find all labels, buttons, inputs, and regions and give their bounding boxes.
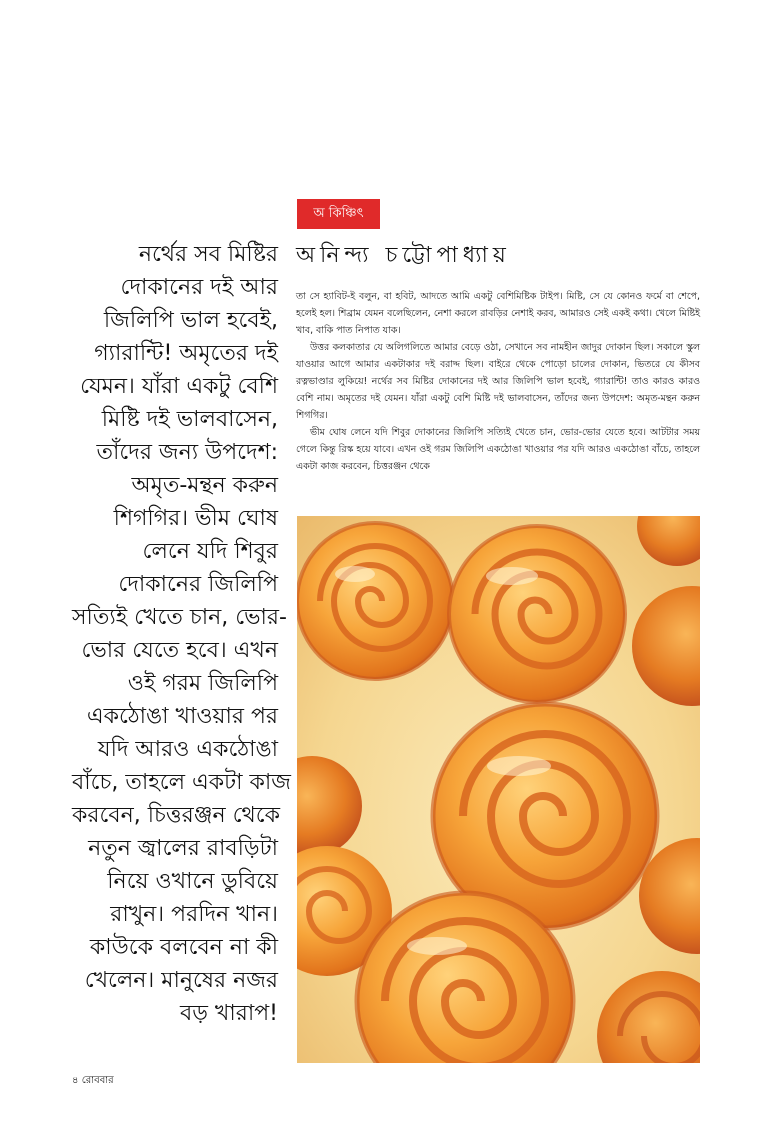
body-paragraph: উত্তর কলকাতার যে অলিগলিতে আমার বেড়ে ওঠা, সেখানে সব নামহীন জাদুর দোকান ছিল। সকালে স্কুল যাওয়ার আগে আমার একটাকার দই বরাদ্দ ছিল। বাইরে থেকে পোড়ো চালের দোকান, ভিতরে যে কীসব রত্নভাণ্ডার লুকিয়ে! নর্থের সব মিষ্টির দোকানের দই আর জিলিপি ভাল হবেই, গ্যারান্টি! তাও কারও কারও বেশি নাম। অমৃতের দই যেমন। যাঁরা একটু বেশি মিষ্টি দই ভালবাসেন, তাঁদের জন্য উপদেশ: অমৃত-মন্থন করুন শিগগির। [296,342,700,421]
pull-quote-line: যেমন। যাঁরা একটু বেশি [80,374,278,399]
jalebi-top-left [297,523,453,679]
pull-quote-line: বাঁচে, তাহলে একটা কাজ [72,770,291,795]
pull-quote-line: দোকানের দই আর [120,275,278,300]
pull-quote-line: বড় খারাপ! [179,1001,278,1026]
pull-quote-line: তাঁদের জন্য উপদেশ: [96,440,278,465]
jalebi-photo [297,516,700,1063]
page-folio [72,1073,114,1090]
pull-quote-line: নর্থের সব মিষ্টির [138,242,278,267]
page-number: ৪ [72,1075,79,1086]
jalebi-top-right [449,526,625,702]
pull-quote-line: নিয়ে ওখানে ডুবিয়ে [107,869,278,894]
pull-quote-line: খেলেন। মানুষের নজর [84,968,278,993]
pull-quote-line: যদি আরও একঠোঙা [97,737,278,762]
body-paragraph: ভীম ঘোষ লেনে যদি শিবুর দোকানের জিলিপি সত্যিই খেতে চান, ভোর-ভোর যেতে হবে। আটটার সময় গেলে কিন্তু রিস্ক হয়ে যাবে। এখন ওই গরম জিলিপি একঠোঙা খাওয়ার পর যদি আরও একঠোঙা বাঁচে, তাহলে একটা কাজ করবেন, চিত্তরঞ্জন থেকে [296,427,700,472]
pull-quote-line: ওই গরম জিলিপি [127,671,278,696]
pull-quote [72,238,291,1030]
pull-quote-line: কাউকে বলবেন না কী [89,935,278,960]
pull-quote-line: জিলিপি ভাল হবেই, [103,308,278,333]
pull-quote-line: নতুন জ্বালের রাবড়িটা [88,836,278,861]
pull-quote-line: গ্যারান্টি! অমৃতের দই [94,341,278,366]
pull-quote-line: সত্যিই খেতে চান, ভোর- [72,605,287,630]
pull-quote-line: ভোর যেতে হবে। এখন [81,638,278,663]
pull-quote-line: লেনে যদি শিবুর [142,539,278,564]
author-byline: অনিন্দ্য চট্টোপাধ্যায় [296,243,511,268]
pull-quote-line: করবেন, চিত্তরঞ্জন থেকে [72,803,281,828]
pull-quote-line: শিগগির। ভীম ঘোষ [113,506,278,531]
article-body [296,288,700,475]
section-tag: অ কিঞ্চিৎ [297,199,380,229]
pull-quote-line: মিষ্টি দই ভালবাসেন, [101,407,278,432]
pull-quote-line: অমৃত-মন্থন করুন [131,473,278,498]
pull-quote-line: একঠোঙা খাওয়ার পর [86,704,278,729]
body-paragraph: তা সে হ্যাবিট-ই বলুন, বা হবিট, আদতে আমি একটু বেশিমিষ্টিক টাইপ। মিষ্টি, সে যে কোনও ফর্মে বা শেপে, হলেই হল। শিব্রাম যেমন বলেছিলেন, নেশা করলে রাবড়ির নেশাই করব, আমারও সেই একই কথা। খেলে মিষ্টিই খাব, বাকি পাত নিপাত যাক। [296,291,700,336]
magazine-name: রোববার [81,1075,114,1086]
pull-quote-line: দোকানের জিলিপি [118,572,278,597]
pull-quote-line: রাখুন। পরদিন খান। [110,902,278,927]
